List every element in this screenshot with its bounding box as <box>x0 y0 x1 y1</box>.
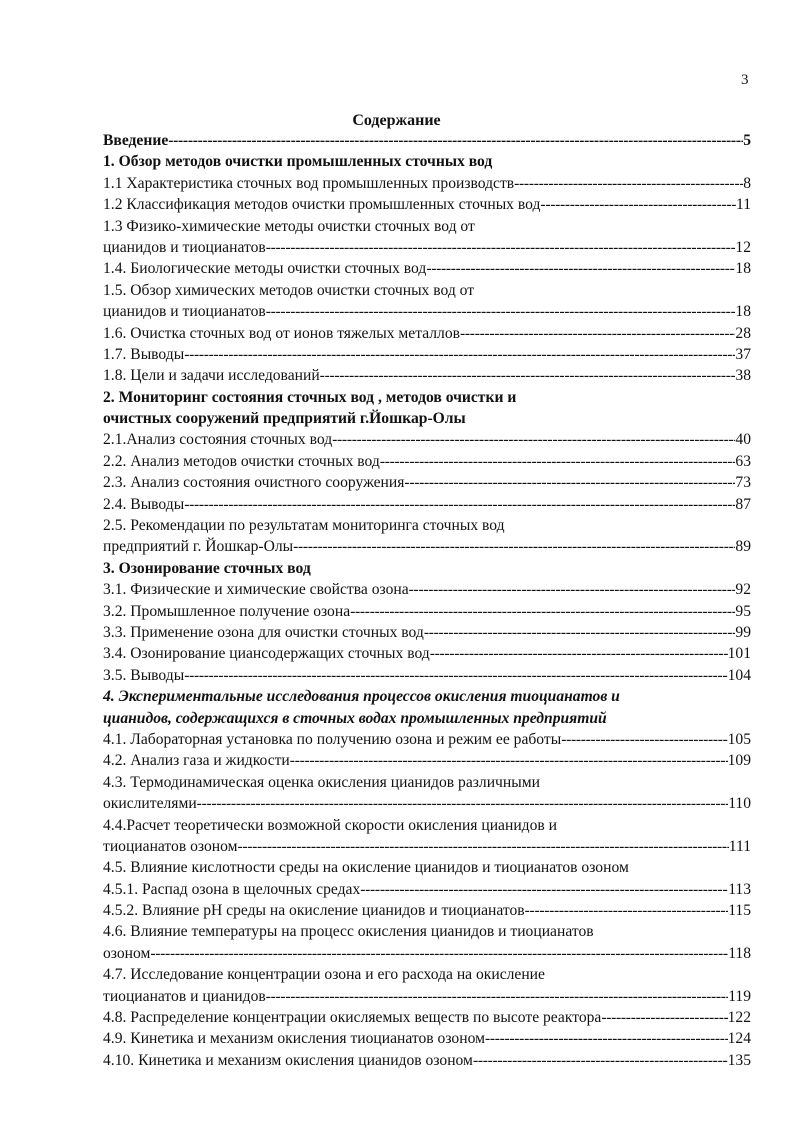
toc-entry-title: 4.6. Влияние температуры на процесс окисления цианидов и тиоцианатов <box>103 923 594 941</box>
toc-entry-page: 124 <box>727 1030 751 1048</box>
toc-entry <box>103 601 751 622</box>
toc-dot-leader <box>426 258 735 279</box>
toc-entry-page: 135 <box>727 1051 751 1069</box>
toc-entry-page: 104 <box>727 666 751 684</box>
toc-entry <box>103 815 751 836</box>
toc-entry <box>103 151 751 172</box>
toc-entry <box>103 429 751 450</box>
toc-entry <box>103 943 751 964</box>
toc-entry-title: 3.4. Озонирование циансодержащих сточных вод <box>103 645 430 663</box>
toc-entry <box>103 1028 751 1049</box>
toc-entry-title: очистных сооружений предприятий г.Йошкар-Олы <box>103 410 466 428</box>
toc-entry <box>103 579 751 600</box>
toc-entry-title: цианидов, содержащихся в сточных водах промышленных предприятий <box>103 709 607 727</box>
toc-dot-leader <box>360 879 728 900</box>
toc-entry-title: 1.7. Выводы <box>103 345 185 363</box>
toc-entry-title: предприятий г. Йошкар-Олы <box>103 538 294 556</box>
toc-entry-title: 1.4. Биологические методы очистки сточных вод <box>103 260 427 278</box>
toc-entry <box>103 558 751 579</box>
toc-entry <box>103 836 751 857</box>
toc-dot-leader <box>184 665 727 686</box>
toc-entry-page: 38 <box>735 367 751 385</box>
toc-entry-title: 1.8. Цели и задачи исследований <box>103 367 320 385</box>
toc-entry <box>103 258 751 279</box>
toc-entry-title: 1. Обзор методов очистки промышленных сточных вод <box>103 153 493 171</box>
toc-entry-page: 28 <box>735 324 751 342</box>
toc-entry-title: 3.2. Промышленное получение озона <box>103 602 351 620</box>
toc-entry <box>103 365 751 386</box>
toc-entry-page: 105 <box>727 730 751 748</box>
toc-entry <box>103 216 751 237</box>
toc-entry-page: 115 <box>728 902 751 920</box>
toc-entry-title: 4.5.1. Распад озона в щелочных средах <box>103 880 361 898</box>
toc-dot-leader <box>266 986 728 1007</box>
toc-dot-leader <box>266 237 736 258</box>
toc-dot-leader <box>168 130 743 151</box>
toc-dot-leader <box>266 301 736 322</box>
toc-dot-leader <box>404 472 735 493</box>
toc-dot-leader <box>601 1007 727 1028</box>
toc-entry-page: 11 <box>735 196 751 214</box>
toc-entry <box>103 665 751 686</box>
toc-entry-title: 3.1. Физические и химические свойства озона <box>103 581 409 599</box>
toc-entry <box>103 1007 751 1028</box>
toc-entry <box>103 451 751 472</box>
toc-entry-page: 111 <box>728 837 751 855</box>
toc-entry <box>103 921 751 942</box>
toc-entry-title: 3.3. Применение озона для очистки сточных вод <box>103 623 424 641</box>
toc-dot-leader <box>430 643 728 664</box>
toc-entry-page: 87 <box>735 495 751 513</box>
toc-entry-page: 109 <box>727 752 751 770</box>
toc-entry-page: 119 <box>728 987 751 1005</box>
toc-entry-title: 2.1.Анализ состояния сточных вод <box>103 431 333 449</box>
toc-entry-page: 18 <box>735 303 751 321</box>
toc-entry <box>103 793 751 814</box>
toc-entry-title: 2. Мониторинг состояния сточных вод , методов очистки и <box>103 388 517 406</box>
toc-entry-title: Введение <box>103 132 169 149</box>
toc-entry <box>103 729 751 750</box>
toc-entry <box>103 237 751 258</box>
toc-entry-page: 118 <box>728 944 751 962</box>
toc-dot-leader <box>424 622 736 643</box>
toc-dot-leader <box>184 344 735 365</box>
toc-entry-title: цианидов и тиоцианатов <box>103 238 266 256</box>
toc-entry-title: 4.3. Термодинамическая оценка окисления цианидов различными <box>103 773 540 791</box>
toc-entry <box>103 472 751 493</box>
toc-entry <box>103 964 751 985</box>
toc-dot-leader <box>380 451 736 472</box>
toc-entry-page: 12 <box>735 238 751 256</box>
toc-entry-page: 113 <box>728 880 751 898</box>
toc-entry-page: 8 <box>743 174 751 192</box>
toc-entry-page: 63 <box>735 452 751 470</box>
toc-entry <box>103 494 751 515</box>
toc-dot-leader <box>540 194 736 215</box>
toc-entry <box>103 323 751 344</box>
toc-entry-title: 1.2 Классификация методов очистки промышленных сточных вод <box>103 196 541 214</box>
toc-entry <box>103 387 751 408</box>
toc-entry-title: 4.5.2. Влияние pH среды на окисление цианидов и тиоцианатов <box>103 902 525 920</box>
toc-dot-leader <box>350 601 735 622</box>
toc-entry-page: 40 <box>735 431 751 449</box>
toc-entry-title: 4. Экспериментальные исследования процессов окисления тиоцианатов и <box>103 688 620 706</box>
toc-entry <box>103 173 751 194</box>
toc-entry <box>103 643 751 664</box>
toc-entry <box>103 686 751 707</box>
toc-entry <box>103 986 751 1007</box>
toc-entry-page: 122 <box>727 1009 751 1027</box>
toc-entry-title: цианидов и тиоцианатов <box>103 303 266 321</box>
toc-entry <box>103 772 751 793</box>
toc-entry-title: 1.5. Обзор химических методов очистки сточных вод от <box>103 281 475 299</box>
toc-entry <box>103 344 751 365</box>
toc-dot-leader <box>460 323 735 344</box>
toc-entry <box>103 1050 751 1071</box>
toc-entry-title: 1.1 Характеристика сточных вод промышленных производств <box>103 174 515 192</box>
toc-entry-page: 5 <box>743 132 751 149</box>
toc-dot-leader <box>525 900 729 921</box>
toc-entry <box>103 900 751 921</box>
toc-entry-title: 3. Озонирование сточных вод <box>103 559 311 577</box>
toc-entry-page: 99 <box>735 623 751 641</box>
toc-entry <box>103 515 751 536</box>
toc-entry <box>103 622 751 643</box>
table-of-contents <box>103 130 751 1071</box>
toc-dot-leader <box>293 536 735 557</box>
toc-entry-page: 92 <box>735 581 751 599</box>
toc-entry-title: 4.2. Анализ газа и жидкости <box>103 752 290 770</box>
toc-dot-leader <box>150 943 728 964</box>
toc-dot-leader <box>184 494 735 515</box>
toc-entry-title: 4.4.Расчет теоретически возможной скорости окисления цианидов и <box>103 816 558 834</box>
toc-entry-title: тиоцианатов озоном <box>103 837 238 855</box>
toc-dot-leader <box>561 729 727 750</box>
toc-entry <box>103 280 751 301</box>
toc-dot-leader <box>473 1050 728 1071</box>
toc-entry <box>103 708 751 729</box>
toc-entry-title: 4.5. Влияние кислотности среды на окисление цианидов и тиоцианатов озоном <box>103 859 629 877</box>
toc-entry-title: 1.3 Физико-химические методы очистки сточных вод от <box>103 217 475 235</box>
toc-entry <box>103 536 751 557</box>
toc-entry-title: 4.8. Распределение концентрации окисляемых веществ по высоте реактора <box>103 1009 602 1027</box>
toc-entry-title: тиоцианатов и цианидов <box>103 987 266 1005</box>
toc-entry-page: 101 <box>727 645 751 663</box>
toc-dot-leader <box>409 579 736 600</box>
toc-entry-title: 4.10. Кинетика и механизм окисления цианидов озоном <box>103 1051 473 1069</box>
toc-entry-page: 110 <box>728 795 751 813</box>
page-number: 3 <box>741 72 749 88</box>
toc-entry-title: 2.3. Анализ состояния очистного сооружения <box>103 474 405 492</box>
toc-entry <box>103 301 751 322</box>
toc-dot-leader <box>332 429 735 450</box>
toc-entry-title: 2.4. Выводы <box>103 495 185 513</box>
toc-entry-title: 2.5. Рекомендации по результатам мониторинга сточных вод <box>103 517 505 535</box>
toc-dot-leader <box>485 1028 728 1049</box>
page-title: Содержание <box>352 112 441 129</box>
toc-entry-title: окислителями <box>103 795 197 813</box>
toc-entry-title: 3.5. Выводы <box>103 666 185 684</box>
toc-entry-title: 4.7. Исследование концентрации озона и его расхода на окисление <box>103 966 545 984</box>
toc-entry <box>103 879 751 900</box>
toc-entry <box>103 408 751 429</box>
toc-entry <box>103 130 751 151</box>
toc-dot-leader <box>237 836 728 857</box>
toc-dot-leader <box>320 365 736 386</box>
toc-dot-leader <box>514 173 743 194</box>
toc-entry-title: 4.9. Кинетика и механизм окисления тиоцианатов озоном <box>103 1030 485 1048</box>
toc-entry <box>103 194 751 215</box>
toc-entry-page: 95 <box>735 602 751 620</box>
toc-dot-leader <box>290 750 728 771</box>
toc-dot-leader <box>197 793 729 814</box>
toc-entry-page: 18 <box>735 260 751 278</box>
toc-entry-title: 4.1. Лабораторная установка по получению озона и режим ее работы <box>103 730 562 748</box>
toc-entry-title: озоном <box>103 944 151 962</box>
toc-entry-title: 2.2. Анализ методов очистки сточных вод <box>103 452 380 470</box>
toc-entry-title: 1.6. Очистка сточных вод от ионов тяжелых металлов <box>103 324 461 342</box>
toc-entry <box>103 750 751 771</box>
toc-entry-page: 89 <box>735 538 751 556</box>
toc-entry-page: 37 <box>735 345 751 363</box>
toc-entry-page: 73 <box>735 474 751 492</box>
toc-entry <box>103 857 751 878</box>
